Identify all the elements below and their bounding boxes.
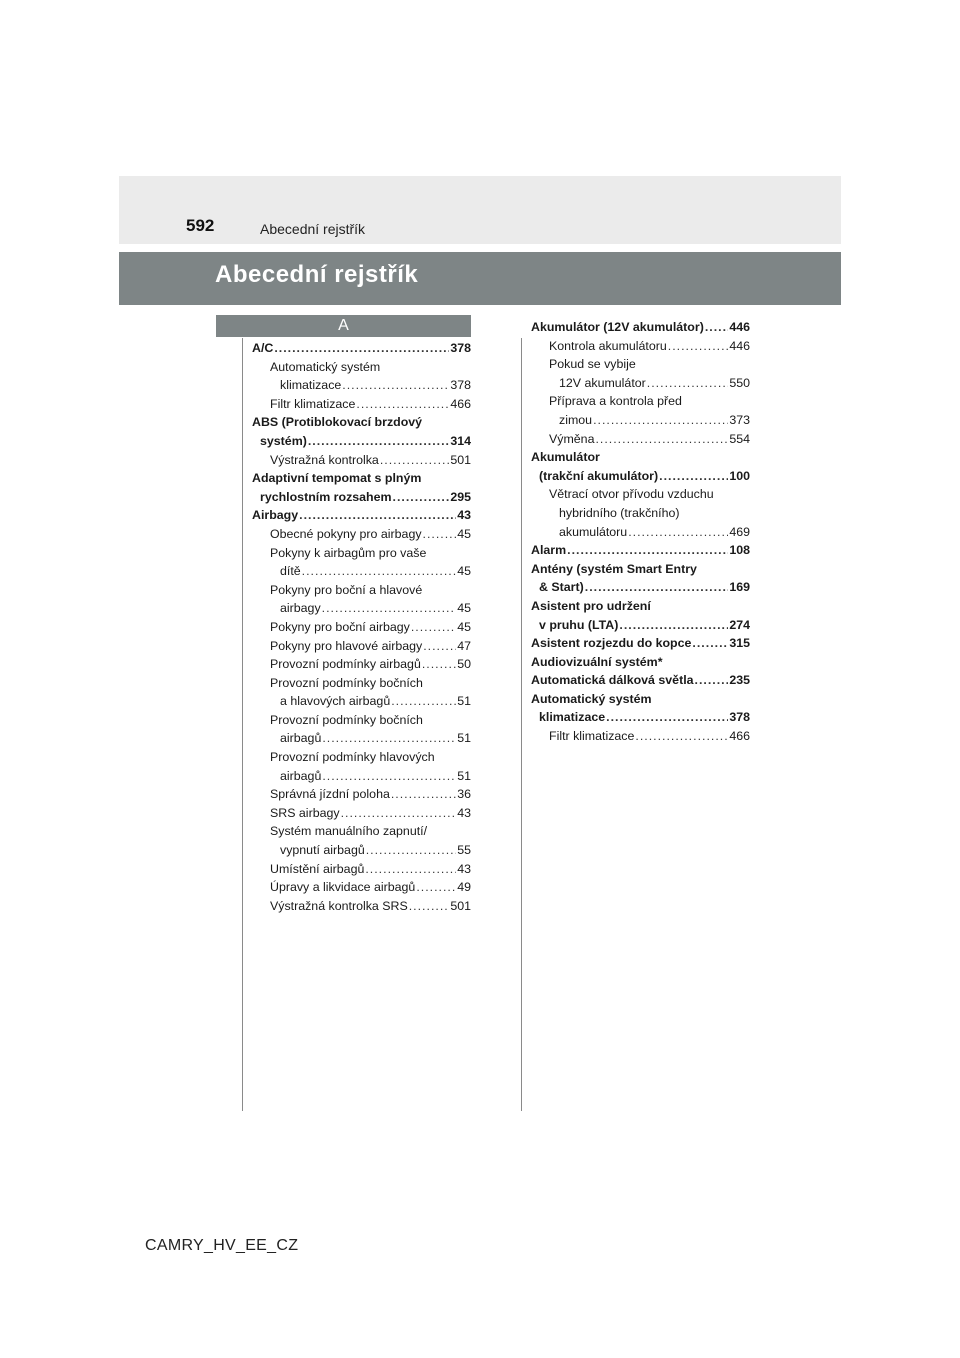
dot-leader bbox=[322, 729, 456, 748]
index-entry-term: A/C bbox=[252, 341, 274, 355]
dot-leader bbox=[659, 467, 728, 486]
index-entry-term: Umístění airbagů bbox=[270, 861, 365, 876]
index-entry-term: klimatizace bbox=[280, 378, 342, 393]
index-entry-term: (trakční akumulátor) bbox=[539, 468, 659, 483]
index-entry-term: Alarm bbox=[531, 543, 567, 558]
index-entry bbox=[252, 395, 471, 414]
index-entry bbox=[252, 729, 471, 748]
dot-leader bbox=[342, 376, 449, 395]
index-entry-page: 51 bbox=[457, 731, 471, 746]
dot-leader bbox=[705, 318, 728, 337]
dot-leader bbox=[274, 339, 449, 358]
index-entry-term: 12V akumulátor bbox=[559, 375, 646, 390]
index-entry-page: 51 bbox=[457, 694, 471, 709]
index-entry-page: 469 bbox=[729, 524, 750, 539]
index-entry bbox=[252, 488, 471, 507]
dot-leader bbox=[606, 708, 728, 727]
index-letter-banner: A bbox=[216, 315, 471, 337]
dot-leader bbox=[308, 432, 449, 451]
index-entry-term: airbagy bbox=[280, 601, 321, 616]
index-entry-page: 501 bbox=[450, 898, 471, 913]
index-entry-term: v pruhu (LTA) bbox=[539, 617, 619, 632]
index-entry-page: 50 bbox=[457, 657, 471, 672]
index-entry-page: 55 bbox=[457, 843, 471, 858]
index-entry bbox=[252, 637, 471, 656]
dot-leader bbox=[647, 374, 729, 393]
index-entry bbox=[252, 860, 471, 879]
dot-leader bbox=[423, 637, 456, 656]
index-entry bbox=[252, 562, 471, 581]
dot-leader bbox=[322, 599, 457, 618]
index-entry-term: Správná jízdní poloha bbox=[270, 787, 390, 802]
index-entry-line: Antény (systém Smart Entry bbox=[531, 561, 697, 576]
index-entry bbox=[531, 578, 750, 597]
index-entry bbox=[252, 432, 471, 451]
index-entry-line: Automatický systém bbox=[270, 359, 381, 374]
index-entry-line: ABS (Protiblokovací brzdový bbox=[252, 415, 423, 430]
page-number: 592 bbox=[186, 216, 215, 235]
index-entry-line: Pokud se vybije bbox=[549, 357, 636, 372]
index-entry-page: 51 bbox=[457, 768, 471, 783]
dot-leader bbox=[422, 655, 456, 674]
index-entry bbox=[531, 337, 750, 356]
dot-leader bbox=[409, 897, 450, 916]
index-entry-line: Pokyny pro boční a hlavové bbox=[270, 582, 423, 597]
dot-leader bbox=[393, 488, 450, 507]
index-entry-term: Asistent rozjezdu do kopce bbox=[531, 636, 692, 651]
index-entry-line: Větrací otvor přívodu vzduchu bbox=[549, 487, 714, 502]
page-header-bar bbox=[119, 176, 841, 244]
index-entry bbox=[531, 727, 750, 746]
index-entry-page: 378 bbox=[450, 378, 471, 393]
index-entry-page: 45 bbox=[457, 526, 471, 541]
index-entry-term: Úpravy a likvidace airbagů bbox=[270, 880, 416, 895]
index-entry-page: 108 bbox=[729, 543, 750, 558]
index-entry-page: 45 bbox=[457, 619, 471, 634]
column-divider-right bbox=[521, 338, 522, 1111]
index-entry bbox=[531, 541, 750, 560]
column-divider-left bbox=[242, 338, 243, 1111]
index-entry-page: 315 bbox=[729, 636, 750, 651]
index-entry-term: Akumulátor (12V akumulátor) bbox=[531, 320, 704, 334]
dot-leader bbox=[416, 878, 456, 897]
index-entry-term: Filtr klimatizace bbox=[549, 729, 635, 744]
index-entry-page: 373 bbox=[729, 412, 750, 427]
index-entry-page: 45 bbox=[457, 601, 471, 616]
index-entry-term: SRS airbagy bbox=[270, 805, 340, 820]
dot-leader bbox=[380, 451, 450, 470]
index-entry-page: 43 bbox=[457, 805, 471, 820]
index-entry bbox=[531, 411, 750, 430]
index-entry-page: 446 bbox=[729, 338, 750, 353]
dot-leader bbox=[668, 337, 729, 356]
index-entry-page: 295 bbox=[450, 489, 471, 504]
dot-leader bbox=[692, 634, 728, 653]
dot-leader bbox=[567, 541, 728, 560]
index-entry-term: Filtr klimatizace bbox=[270, 396, 356, 411]
index-entry-term: & Start) bbox=[539, 580, 584, 595]
index-entry-term: Airbagy bbox=[252, 508, 299, 523]
index-entry-term: Výstražná kontrolka SRS bbox=[270, 898, 408, 913]
dot-leader bbox=[635, 727, 728, 746]
index-entry bbox=[252, 897, 471, 916]
index-entry-page: 314 bbox=[450, 433, 471, 448]
dot-leader bbox=[366, 841, 456, 860]
index-entry bbox=[252, 599, 471, 618]
index-entry-line: Provozní podmínky bočních bbox=[270, 675, 423, 690]
index-entry bbox=[531, 430, 750, 449]
index-entry-term: dítě bbox=[280, 564, 301, 579]
index-entry-page: 466 bbox=[450, 396, 471, 411]
index-entry bbox=[531, 318, 750, 337]
index-entry-page: 49 bbox=[457, 880, 471, 895]
index-entry bbox=[252, 506, 471, 525]
index-column-left bbox=[252, 339, 471, 915]
index-entry-page: 501 bbox=[450, 452, 471, 467]
dot-leader bbox=[423, 525, 457, 544]
index-entry bbox=[531, 671, 750, 690]
index-entry-page: 466 bbox=[729, 729, 750, 744]
header-title: Abecední rejstřík bbox=[260, 221, 366, 237]
index-entry-line: Automatický systém bbox=[531, 691, 652, 706]
dot-leader bbox=[411, 618, 456, 637]
index-entry-page: 43 bbox=[457, 861, 471, 876]
index-entry bbox=[252, 525, 471, 544]
index-entry-page: 446 bbox=[729, 320, 750, 334]
index-entry bbox=[252, 878, 471, 897]
index-entry-term: rychlostním rozsahem bbox=[260, 489, 392, 504]
dot-leader bbox=[322, 767, 456, 786]
dot-leader bbox=[365, 860, 456, 879]
index-entry bbox=[252, 618, 471, 637]
index-entry-term: Automatická dálková světla bbox=[531, 673, 694, 688]
index-entry-term: Kontrola akumulátoru bbox=[549, 338, 667, 353]
index-entry bbox=[531, 467, 750, 486]
dot-leader bbox=[628, 523, 728, 542]
index-column-right bbox=[531, 318, 750, 746]
section-title: Abecední rejstřík bbox=[215, 261, 419, 288]
index-entry bbox=[252, 841, 471, 860]
index-entry-term: Výměna bbox=[549, 431, 595, 446]
index-entry bbox=[252, 339, 471, 358]
index-entry bbox=[531, 616, 750, 635]
dot-leader bbox=[341, 804, 457, 823]
index-entry-term: a hlavových airbagů bbox=[280, 694, 391, 709]
index-entry-term: Pokyny pro hlavové airbagy bbox=[270, 638, 423, 653]
index-entry-line: Příprava a kontrola před bbox=[549, 394, 682, 409]
index-entry-page: 235 bbox=[729, 673, 750, 688]
dot-leader bbox=[585, 578, 729, 597]
index-entry-term: vypnutí airbagů bbox=[280, 843, 365, 858]
index-entry bbox=[252, 655, 471, 674]
index-entry-line: Akumulátor bbox=[531, 450, 600, 465]
index-entry-line: Audiovizuální systém* bbox=[531, 654, 663, 669]
index-entry bbox=[252, 804, 471, 823]
index-entry bbox=[252, 451, 471, 470]
dot-leader bbox=[595, 430, 728, 449]
index-entry-line: Systém manuálního zapnutí/ bbox=[270, 824, 428, 839]
index-entry bbox=[531, 634, 750, 653]
index-entry-page: 47 bbox=[457, 638, 471, 653]
index-entry bbox=[531, 523, 750, 542]
index-entry-term: Pokyny pro boční airbagy bbox=[270, 619, 410, 634]
index-entry-page: 36 bbox=[457, 787, 471, 802]
index-entry-term: akumulátoru bbox=[559, 524, 628, 539]
dot-leader bbox=[593, 411, 728, 430]
index-entry-page: 43 bbox=[457, 508, 471, 523]
index-entry bbox=[252, 785, 471, 804]
dot-leader bbox=[299, 506, 456, 525]
index-entry-line: Provozní podmínky hlavových bbox=[270, 750, 435, 765]
index-entry-line: hybridního (trakčního) bbox=[559, 505, 680, 520]
index-entry-page: 378 bbox=[729, 710, 750, 725]
index-entry-term: systém) bbox=[260, 433, 307, 448]
index-entry-page: 550 bbox=[729, 375, 750, 390]
index-entry-term: airbagů bbox=[280, 768, 322, 783]
index-entry-line: Pokyny k airbagům pro vaše bbox=[270, 545, 427, 560]
index-entry-term: Obecné pokyny pro airbagy bbox=[270, 526, 422, 541]
index-entry-line: Asistent pro udržení bbox=[531, 598, 651, 613]
index-entry-page: 554 bbox=[729, 431, 750, 446]
index-entry-term: zimou bbox=[559, 412, 593, 427]
index-entry-term: klimatizace bbox=[539, 710, 606, 725]
index-entry-page: 274 bbox=[729, 617, 750, 632]
dot-leader bbox=[391, 785, 456, 804]
index-entry-page: 45 bbox=[457, 564, 471, 579]
index-entry-term: airbagů bbox=[280, 731, 322, 746]
index-entry-page: 378 bbox=[450, 341, 471, 355]
index-entry-line: Adaptivní tempomat s plným bbox=[252, 471, 422, 486]
dot-leader bbox=[391, 692, 456, 711]
index-entry-page: 100 bbox=[729, 468, 750, 483]
index-entry bbox=[252, 376, 471, 395]
index-entry-term: Výstražná kontrolka bbox=[270, 452, 379, 467]
dot-leader bbox=[302, 562, 457, 581]
document-code: CAMRY_HV_EE_CZ bbox=[145, 1237, 299, 1254]
index-entry-term: Provozní podmínky airbagů bbox=[270, 657, 421, 672]
index-entry-page: 169 bbox=[729, 580, 750, 595]
dot-leader bbox=[619, 616, 728, 635]
dot-leader bbox=[695, 671, 729, 690]
index-entry bbox=[531, 708, 750, 727]
dot-leader bbox=[356, 395, 449, 414]
index-entry-line: Provozní podmínky bočních bbox=[270, 712, 423, 727]
index-entry bbox=[252, 767, 471, 786]
index-entry bbox=[531, 374, 750, 393]
index-entry bbox=[252, 692, 471, 711]
